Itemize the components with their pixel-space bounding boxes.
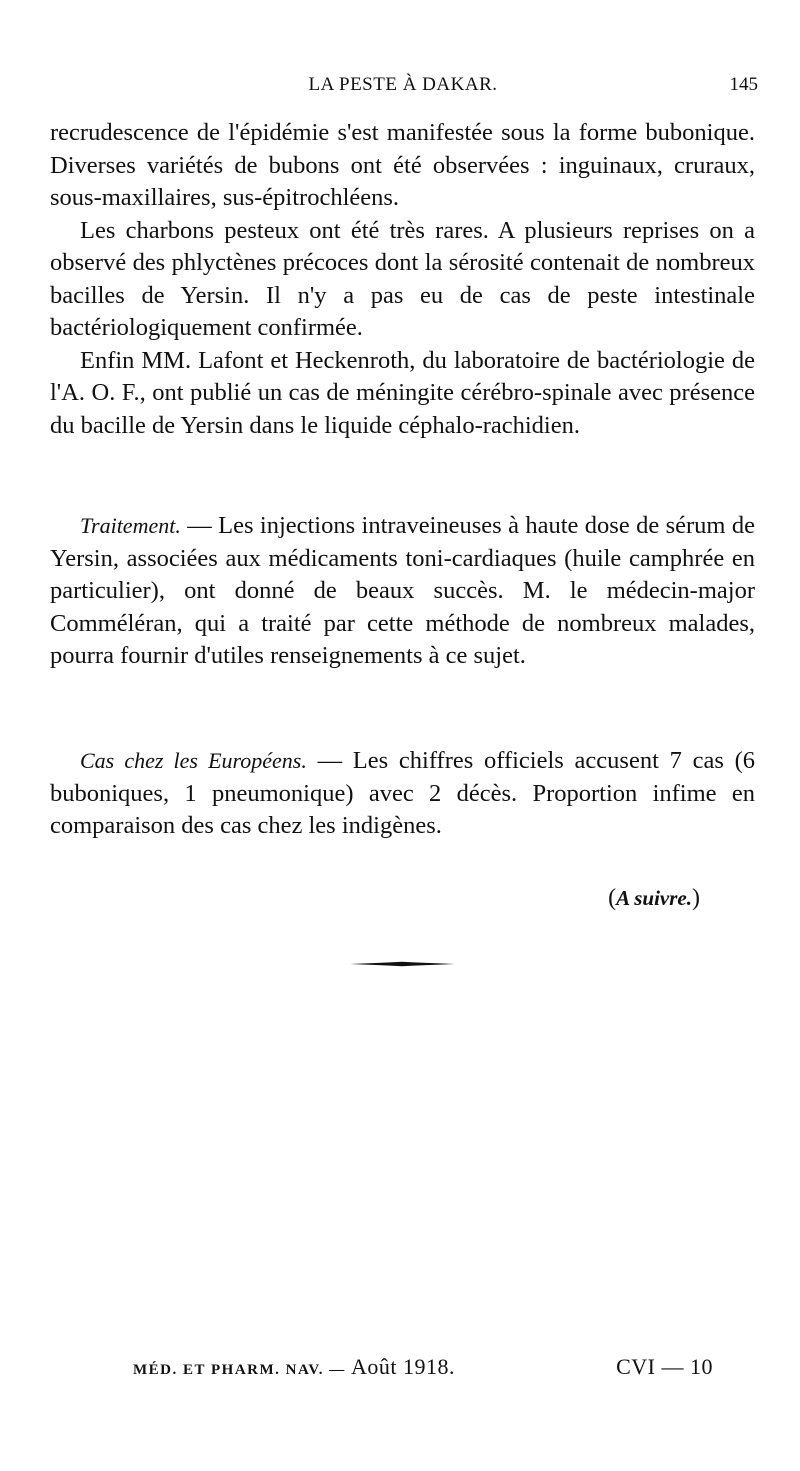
to-continue-label: A suivre. — [616, 886, 692, 910]
running-header — [48, 74, 758, 102]
europeans-section — [50, 745, 755, 843]
treatment-heading: Traitement. — [80, 513, 181, 538]
footer-journal: MÉD. ET PHARM. NAV. — — [133, 1362, 352, 1378]
europeans-heading: Cas chez les Européens. — [80, 748, 307, 773]
to-continue-close-paren: ) — [692, 885, 700, 911]
paragraph-bubonic-forms: recrudescence de l'épidémie s'est manifestée sous la forme bubonique. Diverses variétés de bubons ont été observées : inguinaux, cruraux, sous-maxillaires, sus-épitrochléens. — [50, 119, 755, 211]
footer-signature: CVI — 10 — [616, 1354, 713, 1379]
to-be-continued-note — [608, 885, 700, 912]
treatment-text: — Les injections intraveineuses à haute dose de sérum de Yersin, associées aux médicaments toni-cardiaques (huile camphrée en particulier), ont donné de beaux succès. M. le médecin-major Comméléran, qui a traité par cette méthode de nombreux malades, pourra fournir d'utiles renseignements à ce sujet. — [50, 512, 755, 669]
treatment-section — [50, 510, 755, 673]
footer-journal-line — [133, 1354, 455, 1380]
europeans-text: — Les chiffres officiels accusent 7 cas (6 buboniques, 1 pneumonique) avec 2 décès. Proportion infime en comparaison des cas chez les indigènes. — [50, 747, 755, 839]
running-title: LA PESTE À DAKAR. — [308, 74, 498, 95]
footer-date: Août 1918. — [351, 1354, 456, 1379]
paragraph-charbons: Les charbons pesteux ont été très rares. A plusieurs reprises on a observé des phlyctènes précoces dont la sérosité contenait de nombreux bacilles de Yersin. Il n'y a pas eu de cas de peste intestinale bactériologiquement confirmée. — [50, 216, 755, 341]
tapered-rule-graphic — [350, 960, 455, 968]
opening-section — [50, 117, 755, 442]
paragraph-meningitis: Enfin MM. Lafont et Heckenroth, du laboratoire de bactériologie de l'A. O. F., ont publié un cas de méningite cérébro-spinale avec présence du bacille de Yersin dans le liquide céphalo-rachidien. — [50, 346, 755, 439]
paragraph-treatment — [50, 510, 755, 673]
page-footer — [133, 1350, 713, 1380]
page-number: 145 — [729, 74, 758, 95]
paragraph-europeans — [50, 745, 755, 843]
to-continue-open-paren: ( — [608, 885, 617, 911]
